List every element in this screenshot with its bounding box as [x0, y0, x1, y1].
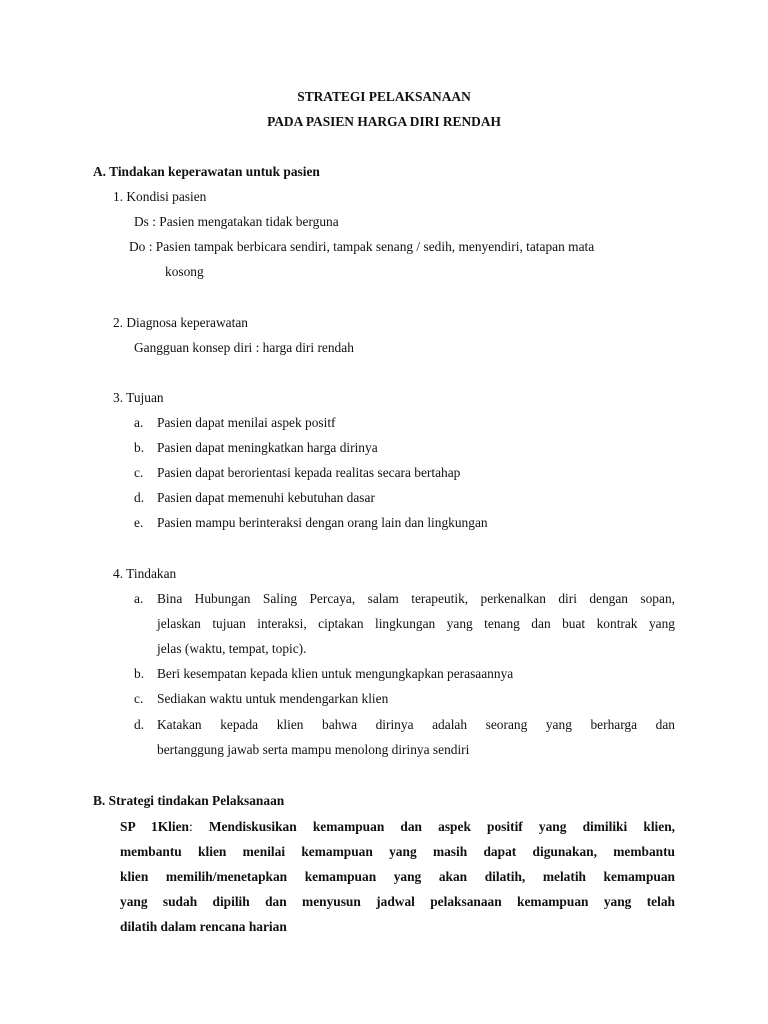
section-a-heading: A. Tindakan keperawatan untuk pasien — [93, 164, 320, 179]
tujuan-marker-b: b. — [134, 440, 145, 455]
tindakan-item-a-line3: jelas (waktu, tempat, topic). — [157, 641, 307, 656]
tujuan-marker-d: d. — [134, 490, 145, 505]
page-subtitle: PADA PASIEN HARGA DIRI RENDAH — [267, 114, 501, 129]
item-2-text: Gangguan konsep diri : harga diri rendah — [134, 340, 354, 355]
item-3-label: 3. Tujuan — [113, 390, 164, 405]
tindakan-item-b: Beri kesempatan kepada klien untuk mengungkapkan perasaannya — [157, 666, 514, 681]
sp-line4: yang sudah dipilih dan menyusun jadwal pelaksanaan kemampuan yang telah — [120, 894, 675, 909]
sp-line2: membantu klien menilai kemampuan yang masih dapat digunakan, membantu — [120, 844, 675, 859]
tujuan-item-b: Pasien dapat meningkatkan harga dirinya — [157, 440, 378, 455]
tujuan-marker-c: c. — [134, 465, 144, 480]
tindakan-item-d-line1: Katakan kepada klien bahwa dirinya adalah seorang yang berharga dan — [157, 717, 675, 732]
sp-line5: dilatih dalam rencana harian — [120, 919, 287, 934]
section-b-heading: B. Strategi tindakan Pelaksanaan — [93, 793, 285, 808]
tujuan-item-d: Pasien dapat memenuhi kebutuhan dasar — [157, 490, 375, 505]
tujuan-item-e: Pasien mampu berinteraksi dengan orang lain dan lingkungan — [157, 515, 488, 530]
sp-line3: klien memilih/menetapkan kemampuan yang akan dilatih, melatih kemampuan — [120, 869, 675, 884]
item-4-label: 4. Tindakan — [113, 566, 177, 581]
item-2-label: 2. Diagnosa keperawatan — [113, 315, 248, 330]
sp-line1 — [120, 820, 675, 833]
tindakan-marker-c: c. — [134, 691, 144, 706]
item-1-do-line1: Do : Pasien tampak berbicara sendiri, tampak senang / sedih, menyendiri, tatapan mata — [129, 239, 595, 254]
tindakan-item-a-line2: jelaskan tujuan interaksi, ciptakan lingkungan yang tenang dan buat kontrak yang — [157, 616, 675, 631]
tujuan-marker-a: a. — [134, 415, 144, 430]
sp-label: SP 1Klien — [120, 819, 189, 834]
tujuan-item-a: Pasien dapat menilai aspek positf — [157, 415, 336, 430]
tindakan-marker-d: d. — [134, 717, 145, 732]
tujuan-item-c: Pasien dapat berorientasi kepada realitas secara bertahap — [157, 465, 461, 480]
item-1-label: 1. Kondisi pasien — [113, 189, 207, 204]
item-1-ds: Ds : Pasien mengatakan tidak berguna — [134, 214, 339, 229]
tindakan-item-c: Sediakan waktu untuk mendengarkan klien — [157, 691, 389, 706]
page-title: STRATEGI PELAKSANAAN — [297, 89, 471, 104]
tindakan-marker-b: b. — [134, 666, 145, 681]
tindakan-item-a-line1: Bina Hubungan Saling Percaya, salam terapeutik, perkenalkan diri dengan sopan, — [157, 591, 675, 606]
sp-colon: : — [188, 819, 193, 834]
tindakan-marker-a: a. — [134, 591, 144, 606]
sp-line1-text: Mendiskusikan kemampuan dan aspek positif yang dimiliki klien, — [208, 819, 675, 834]
tindakan-item-d-line2: bertanggung jawab serta mampu menolong dirinya sendiri — [157, 742, 470, 757]
item-1-do-line2: kosong — [165, 264, 204, 279]
tujuan-marker-e: e. — [134, 515, 144, 530]
